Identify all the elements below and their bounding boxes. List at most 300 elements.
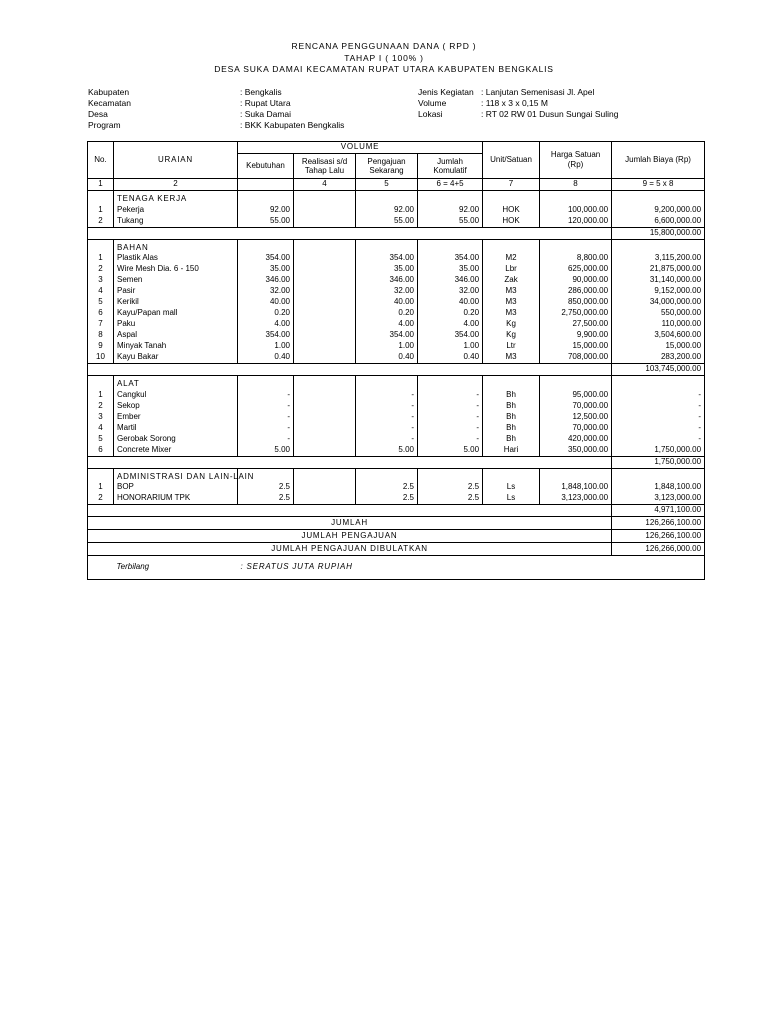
cell-biaya: 9,152,000.00 [612, 286, 705, 297]
cell-realisasi [294, 264, 356, 275]
column-number-7: 7 [483, 179, 540, 191]
cell-no: 7 [88, 319, 114, 330]
subtotal-value: 1,750,000.00 [612, 456, 705, 468]
cell-uraian: Concrete Mixer [114, 445, 238, 457]
cell-harga: 15,000.00 [540, 341, 612, 352]
cell-kebutuhan: - [238, 423, 294, 434]
cell-no: 1 [88, 390, 114, 401]
info-value-desa: : Suka Damai [240, 109, 292, 119]
cell-harga: 625,000.00 [540, 264, 612, 275]
column-number-row [88, 179, 705, 191]
section-title-row [88, 191, 705, 205]
cell-realisasi [294, 482, 356, 493]
table-row [88, 308, 705, 319]
subtotal-value: 103,745,000.00 [612, 364, 705, 376]
cell-realisasi [294, 493, 356, 505]
cell-uraian: Gerobak Sorong [114, 434, 238, 445]
cell-biaya: 15,000.00 [612, 341, 705, 352]
cell-jumlah: 92.00 [418, 205, 483, 216]
cell-biaya: 283,200.00 [612, 352, 705, 364]
cell-harga: 350,000.00 [540, 445, 612, 457]
table-row [88, 352, 705, 364]
subtotal-spacer [88, 227, 612, 239]
cell-harga: 27,500.00 [540, 319, 612, 330]
cell-pengajuan: 4.00 [356, 319, 418, 330]
table-row [88, 341, 705, 352]
cell-no: 9 [88, 341, 114, 352]
table-row [88, 319, 705, 330]
cell-biaya: 1,750,000.00 [612, 445, 705, 457]
subtotal-spacer [88, 456, 612, 468]
cell-biaya: 21,875,000.00 [612, 264, 705, 275]
empty-cell [483, 191, 540, 205]
cell-jumlah: 55.00 [418, 216, 483, 228]
cell-realisasi [294, 275, 356, 286]
table-row [88, 216, 705, 228]
cell-uraian: Plastik Alas [114, 253, 238, 264]
info-label-jenis-kegiatan: Jenis Kegiatan [418, 87, 474, 97]
cell-no: 1 [88, 205, 114, 216]
cell-unit: HOK [483, 205, 540, 216]
cell-harga: 850,000.00 [540, 297, 612, 308]
cell-kebutuhan: 354.00 [238, 253, 294, 264]
cell-unit: M3 [483, 352, 540, 364]
cell-pengajuan: - [356, 423, 418, 434]
cell-no: 1 [88, 253, 114, 264]
info-value-kecamatan: : Rupat Utara [240, 98, 291, 108]
cell-uraian: Paku [114, 319, 238, 330]
cell-realisasi [294, 205, 356, 216]
cell-harga: 3,123,000.00 [540, 493, 612, 505]
info-value-kabupaten: : Bengkalis [240, 87, 282, 97]
empty-cell [294, 468, 356, 482]
empty-cell [418, 191, 483, 205]
cell-unit: Ls [483, 493, 540, 505]
table-row [88, 253, 705, 264]
cell-unit: M3 [483, 308, 540, 319]
cell-jumlah: - [418, 434, 483, 445]
cell-pengajuan: 0.20 [356, 308, 418, 319]
cell-no: 3 [88, 275, 114, 286]
cell-realisasi [294, 330, 356, 341]
empty-cell [356, 239, 418, 253]
empty-cell [418, 468, 483, 482]
empty-cell [612, 468, 705, 482]
cell-no: 2 [88, 493, 114, 505]
subtotal-spacer [88, 364, 612, 376]
empty-cell [356, 376, 418, 390]
cell-uraian: Cangkul [114, 390, 238, 401]
info-label-kabupaten: Kabupaten [88, 87, 130, 97]
empty-cell [483, 239, 540, 253]
cell-harga: 286,000.00 [540, 286, 612, 297]
cell-kebutuhan: 1.00 [238, 341, 294, 352]
cell-kebutuhan: 92.00 [238, 205, 294, 216]
header-uraian: URAIAN [114, 142, 238, 179]
cell-jumlah: - [418, 390, 483, 401]
info-value-volume: : 118 x 3 x 0,15 M [481, 98, 548, 108]
empty-cell [294, 376, 356, 390]
empty-cell [88, 376, 114, 390]
empty-cell [418, 376, 483, 390]
cell-pengajuan: 354.00 [356, 253, 418, 264]
empty-cell [483, 468, 540, 482]
cell-jumlah: 5.00 [418, 445, 483, 457]
terbilang-value: : SERATUS JUTA RUPIAH [238, 556, 705, 580]
cell-pengajuan: - [356, 401, 418, 412]
cell-uraian: Pekerja [114, 205, 238, 216]
empty-cell [356, 468, 418, 482]
terbilang-row [88, 556, 705, 580]
cell-kebutuhan: 2.5 [238, 482, 294, 493]
cell-unit: Bh [483, 423, 540, 434]
total-value: 126,266,000.00 [612, 543, 705, 556]
cell-no: 2 [88, 264, 114, 275]
cell-kebutuhan: 354.00 [238, 330, 294, 341]
terbilang-label: Terbilang [114, 556, 238, 580]
cell-uraian: Aspal [114, 330, 238, 341]
cell-biaya: 3,504,600.00 [612, 330, 705, 341]
cell-pengajuan: - [356, 390, 418, 401]
cell-no: 6 [88, 445, 114, 457]
cell-no: 10 [88, 352, 114, 364]
cell-realisasi [294, 297, 356, 308]
cell-kebutuhan: 55.00 [238, 216, 294, 228]
cell-no: 1 [88, 482, 114, 493]
cell-biaya: 3,123,000.00 [612, 493, 705, 505]
section-title: TENAGA KERJA [114, 191, 238, 205]
cell-jumlah: 32.00 [418, 286, 483, 297]
cell-jumlah: - [418, 423, 483, 434]
cell-biaya: 6,600,000.00 [612, 216, 705, 228]
cell-realisasi [294, 319, 356, 330]
table-row [88, 401, 705, 412]
title-line-3: DESA SUKA DAMAI KECAMATAN RUPAT UTARA KABUPATEN BENGKALIS [214, 64, 554, 74]
cell-harga: 12,500.00 [540, 412, 612, 423]
cell-realisasi [294, 341, 356, 352]
cell-unit: Zak [483, 275, 540, 286]
cell-harga: 9,900.00 [540, 330, 612, 341]
cell-no: 3 [88, 412, 114, 423]
cell-uraian: Martil [114, 423, 238, 434]
header-pengajuan: Pengajuan Sekarang [356, 154, 418, 179]
cell-realisasi [294, 253, 356, 264]
cell-jumlah: - [418, 401, 483, 412]
cell-kebutuhan: 5.00 [238, 445, 294, 457]
cell-uraian: Kayu Bakar [114, 352, 238, 364]
cell-pengajuan: 346.00 [356, 275, 418, 286]
cell-realisasi [294, 401, 356, 412]
cell-pengajuan: 32.00 [356, 286, 418, 297]
cell-kebutuhan: 40.00 [238, 297, 294, 308]
cell-pengajuan: 2.5 [356, 482, 418, 493]
column-number-2: 2 [114, 179, 238, 191]
cell-unit: Kg [483, 319, 540, 330]
cell-biaya: 31,140,000.00 [612, 275, 705, 286]
empty-cell [238, 239, 294, 253]
table-row [88, 482, 705, 493]
total-value: 126,266,100.00 [612, 530, 705, 543]
cell-no: 4 [88, 286, 114, 297]
cell-realisasi [294, 308, 356, 319]
cell-jumlah: - [418, 412, 483, 423]
table-row [88, 445, 705, 457]
cell-unit: M3 [483, 286, 540, 297]
cell-biaya: - [612, 412, 705, 423]
empty-cell [540, 191, 612, 205]
cell-jumlah: 0.20 [418, 308, 483, 319]
header-jumlah: Jumlah Komulatif [418, 154, 483, 179]
cell-uraian: Kayu/Papan mall [114, 308, 238, 319]
total-label: JUMLAH PENGAJUAN [88, 530, 612, 543]
section-title: ADMINISTRASI DAN LAIN-LAIN [114, 468, 238, 482]
empty-cell [540, 376, 612, 390]
cell-harga: 95,000.00 [540, 390, 612, 401]
table-row [88, 434, 705, 445]
cell-pengajuan: 40.00 [356, 297, 418, 308]
info-value-lokasi: : RT 02 RW 01 Dusun Sungai Suling [481, 109, 619, 119]
cell-kebutuhan: 346.00 [238, 275, 294, 286]
table-row [88, 412, 705, 423]
empty-cell [540, 468, 612, 482]
cell-biaya: 9,200,000.00 [612, 205, 705, 216]
total-label: JUMLAH PENGAJUAN DIBULATKAN [88, 543, 612, 556]
cell-realisasi [294, 352, 356, 364]
cell-kebutuhan: 2.5 [238, 493, 294, 505]
cell-realisasi [294, 445, 356, 457]
table-row [88, 205, 705, 216]
cell-pengajuan: 55.00 [356, 216, 418, 228]
cell-no: 2 [88, 216, 114, 228]
column-number-5: 5 [356, 179, 418, 191]
empty-cell [540, 239, 612, 253]
cell-no: 8 [88, 330, 114, 341]
title-line-1: RENCANA PENGGUNAAN DANA ( RPD ) [291, 41, 477, 51]
table-row [88, 297, 705, 308]
header-harga: Harga Satuan (Rp) [540, 142, 612, 179]
cell-realisasi [294, 423, 356, 434]
table-row [88, 493, 705, 505]
title-line-2: TAHAP I ( 100% ) [344, 53, 424, 63]
cell-pengajuan: 5.00 [356, 445, 418, 457]
header-no: No. [88, 142, 114, 179]
header-realisasi: Realisasi s/d Tahap Lalu [294, 154, 356, 179]
cell-uraian: Ember [114, 412, 238, 423]
cell-unit: Ls [483, 482, 540, 493]
subtotal-row [88, 364, 705, 376]
column-number-6: 6 = 4+5 [418, 179, 483, 191]
column-number-9: 9 = 5 x 8 [612, 179, 705, 191]
cell-biaya: 1,848,100.00 [612, 482, 705, 493]
cell-jumlah: 2.5 [418, 482, 483, 493]
header-kebutuhan: Kebutuhan [238, 154, 294, 179]
subtotal-spacer [88, 505, 612, 517]
empty-cell [238, 376, 294, 390]
cell-harga: 70,000.00 [540, 423, 612, 434]
cell-biaya: 550,000.00 [612, 308, 705, 319]
cell-realisasi [294, 286, 356, 297]
cell-unit: M3 [483, 297, 540, 308]
info-value-program: : BKK Kabupaten Bengkalis [240, 120, 345, 130]
table-row [88, 286, 705, 297]
empty-cell [612, 376, 705, 390]
cell-harga: 1,848,100.00 [540, 482, 612, 493]
table-row [88, 390, 705, 401]
cell-harga: 708,000.00 [540, 352, 612, 364]
empty-cell [483, 376, 540, 390]
empty-cell [418, 239, 483, 253]
cell-jumlah: 35.00 [418, 264, 483, 275]
cell-pengajuan: - [356, 412, 418, 423]
cell-harga: 8,800.00 [540, 253, 612, 264]
info-label-kecamatan: Kecamatan [88, 98, 131, 108]
empty-cell [88, 191, 114, 205]
cell-unit: Bh [483, 412, 540, 423]
empty-cell [294, 239, 356, 253]
cell-jumlah: 2.5 [418, 493, 483, 505]
section-title: BAHAN [114, 239, 238, 253]
cell-uraian: Kerikil [114, 297, 238, 308]
cell-pengajuan: 0.40 [356, 352, 418, 364]
total-row [88, 543, 705, 556]
cell-harga: 90,000.00 [540, 275, 612, 286]
column-number-8: 8 [540, 179, 612, 191]
cell-kebutuhan: 0.20 [238, 308, 294, 319]
cell-kebutuhan: - [238, 412, 294, 423]
cell-uraian: BOP [114, 482, 238, 493]
cell-biaya: - [612, 434, 705, 445]
cell-pengajuan: 1.00 [356, 341, 418, 352]
column-number-4: 4 [294, 179, 356, 191]
cell-kebutuhan: - [238, 401, 294, 412]
empty-cell [88, 468, 114, 482]
subtotal-value: 15,800,000.00 [612, 227, 705, 239]
cell-biaya: 3,115,200.00 [612, 253, 705, 264]
total-row [88, 530, 705, 543]
info-label-lokasi: Lokasi [418, 109, 443, 119]
subtotal-value: 4,971,100.00 [612, 505, 705, 517]
section-title-row [88, 239, 705, 253]
info-value-jenis-kegiatan: : Lanjutan Semenisasi Jl. Apel [481, 87, 595, 97]
total-row [88, 517, 705, 530]
cell-jumlah: 354.00 [418, 253, 483, 264]
table-row [88, 330, 705, 341]
cell-realisasi [294, 216, 356, 228]
cell-uraian: Minyak Tanah [114, 341, 238, 352]
info-label-desa: Desa [88, 109, 108, 119]
total-label: JUMLAH [88, 517, 612, 530]
cell-biaya: 34,000,000.00 [612, 297, 705, 308]
rpd-table [87, 141, 705, 580]
header-volume: VOLUME [238, 142, 483, 154]
cell-harga: 120,000.00 [540, 216, 612, 228]
cell-jumlah: 40.00 [418, 297, 483, 308]
cell-realisasi [294, 412, 356, 423]
cell-unit: Lbr [483, 264, 540, 275]
cell-pengajuan: - [356, 434, 418, 445]
section-title-row [88, 376, 705, 390]
table-row [88, 275, 705, 286]
cell-kebutuhan: 4.00 [238, 319, 294, 330]
header-unit: Unit/Satuan [483, 142, 540, 179]
cell-kebutuhan: 0.40 [238, 352, 294, 364]
cell-jumlah: 0.40 [418, 352, 483, 364]
cell-harga: 2,750,000.00 [540, 308, 612, 319]
subtotal-row [88, 227, 705, 239]
cell-kebutuhan: 35.00 [238, 264, 294, 275]
cell-jumlah: 354.00 [418, 330, 483, 341]
empty-cell [88, 556, 114, 580]
cell-harga: 70,000.00 [540, 401, 612, 412]
subtotal-row [88, 456, 705, 468]
cell-no: 6 [88, 308, 114, 319]
cell-unit: Ltr [483, 341, 540, 352]
cell-jumlah: 346.00 [418, 275, 483, 286]
total-value: 126,266,100.00 [612, 517, 705, 530]
cell-uraian: HONORARIUM TPK [114, 493, 238, 505]
empty-cell [294, 191, 356, 205]
cell-biaya: - [612, 390, 705, 401]
cell-realisasi [294, 434, 356, 445]
cell-uraian: Tukang [114, 216, 238, 228]
cell-pengajuan: 354.00 [356, 330, 418, 341]
cell-no: 4 [88, 423, 114, 434]
subtotal-row [88, 505, 705, 517]
empty-cell [612, 191, 705, 205]
empty-cell [238, 191, 294, 205]
cell-biaya: 110,000.00 [612, 319, 705, 330]
cell-no: 5 [88, 434, 114, 445]
cell-unit: Bh [483, 434, 540, 445]
cell-unit: Kg [483, 330, 540, 341]
cell-uraian: Semen [114, 275, 238, 286]
cell-harga: 420,000.00 [540, 434, 612, 445]
section-title: ALAT [114, 376, 238, 390]
cell-pengajuan: 2.5 [356, 493, 418, 505]
column-number-1: 1 [88, 179, 114, 191]
cell-jumlah: 1.00 [418, 341, 483, 352]
cell-uraian: Sekop [114, 401, 238, 412]
cell-jumlah: 4.00 [418, 319, 483, 330]
section-title-row [88, 468, 705, 482]
cell-biaya: - [612, 401, 705, 412]
cell-kebutuhan: - [238, 390, 294, 401]
header-biaya: Jumlah Biaya (Rp) [612, 142, 705, 179]
cell-pengajuan: 92.00 [356, 205, 418, 216]
table-row [88, 423, 705, 434]
cell-pengajuan: 35.00 [356, 264, 418, 275]
cell-unit: HOK [483, 216, 540, 228]
cell-realisasi [294, 390, 356, 401]
cell-unit: M2 [483, 253, 540, 264]
info-label-volume: Volume [418, 98, 447, 108]
cell-uraian: Wire Mesh Dia. 6 - 150 [114, 264, 238, 275]
cell-harga: 100,000.00 [540, 205, 612, 216]
table-row [88, 264, 705, 275]
empty-cell [612, 239, 705, 253]
empty-cell [356, 191, 418, 205]
cell-biaya: - [612, 423, 705, 434]
cell-kebutuhan: 32.00 [238, 286, 294, 297]
cell-unit: Hari [483, 445, 540, 457]
cell-kebutuhan: - [238, 434, 294, 445]
info-label-program: Program [88, 120, 121, 130]
empty-cell [88, 239, 114, 253]
cell-unit: Bh [483, 401, 540, 412]
column-number-3 [238, 179, 294, 191]
cell-unit: Bh [483, 390, 540, 401]
cell-no: 2 [88, 401, 114, 412]
